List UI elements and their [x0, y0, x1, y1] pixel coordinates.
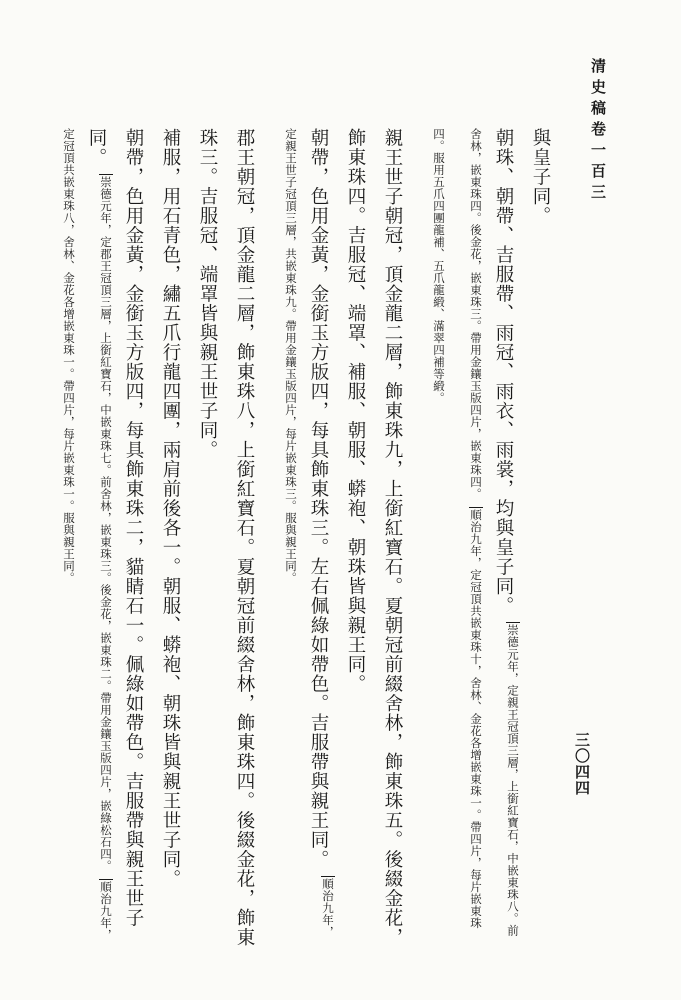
paragraph-3	[337, 128, 411, 948]
paragraph-4	[263, 128, 337, 948]
paragraph-2	[411, 128, 522, 948]
running-header-title: 清史稿卷一百三	[589, 58, 607, 205]
annotation-note: 九年，定冠頂共嵌東珠八，舍林、金花各增嵌東珠一。帶四片，每片嵌東珠一。服與親王同。	[62, 128, 113, 941]
main-text: 親王世子朝冠，頂金龍二層，飾東珠九，上銜紅寶石。夏朝冠前綴舍林，飾東珠五。後綴金花，飾東珠四。吉服冠、端罩、補服、朝服、蟒袍、朝珠皆與親王同。	[345, 128, 403, 947]
paragraph-1	[522, 128, 559, 948]
page-number: 三〇四四	[573, 732, 591, 796]
annotation-note: 九年，定親王世子冠頂三層，共嵌東珠九。帶用金鑲玉版四片，每片嵌東珠三。服與親王同。	[284, 128, 335, 938]
paragraph-6	[152, 128, 189, 948]
annotation-note: 九年，定冠頂共嵌東珠十，舍林、金花各增嵌東珠一。帶四片，每片嵌東珠四。服用五爪四團龍補、五爪龍緞、滿翠四補等緞。	[432, 128, 483, 929]
main-text: 朝珠、朝帶、吉服帶、雨冠、雨衣、雨裳，均與皇子同。	[493, 128, 514, 616]
annotation-reign-shunzhi: 順治	[321, 877, 335, 902]
annotation-reign-shunzhi: 順治	[469, 508, 483, 533]
main-text: 郡王朝冠，頂金龍二層，飾東珠八，上銜紅寶石。夏朝冠前綴舍林，飾東珠四。後綴金花，飾東珠三。吉服冠、端罩皆與親王世子同。	[197, 128, 255, 947]
main-text: 與皇子同。	[530, 128, 551, 226]
main-text: 朝帶，色用金黃，金銜玉方版四，每具飾東珠二，貓睛石一。佩綠如帶色。吉服帶與親王世子同。	[86, 128, 144, 928]
annotation-reign-chongde: 崇德	[99, 175, 113, 200]
paragraph-7	[41, 128, 152, 948]
annotation-reign-shunzhi: 順治	[99, 880, 113, 905]
annotation-note: 元年，定郡王冠頂三層，上銜紅寶石，中嵌東珠七。前舍林，嵌東珠三。後金花，嵌東珠二。帶用金鑲玉版四片，嵌綠松石四。	[99, 199, 113, 872]
annotation-note: 元年，定親王冠頂三層，上銜紅寶石，中嵌東珠八。前舍林，嵌東珠四。後金花，嵌東珠三。帶用金鑲玉版四片，嵌東珠四。	[469, 128, 520, 937]
main-text: 補服，用石青色，繡五爪行龍四團，兩肩前後各一。朝服、蟒袍、朝珠皆與親王世子同。	[160, 128, 181, 889]
annotation-reign-chongde: 崇德	[506, 624, 520, 649]
paragraph-5	[189, 128, 263, 948]
vertical-body-text	[62, 128, 559, 948]
main-text: 朝帶，色用金黃，金銜玉方版四，每具飾東珠三。左右佩綠如帶色。吉服帶與親王同。	[308, 128, 329, 869]
